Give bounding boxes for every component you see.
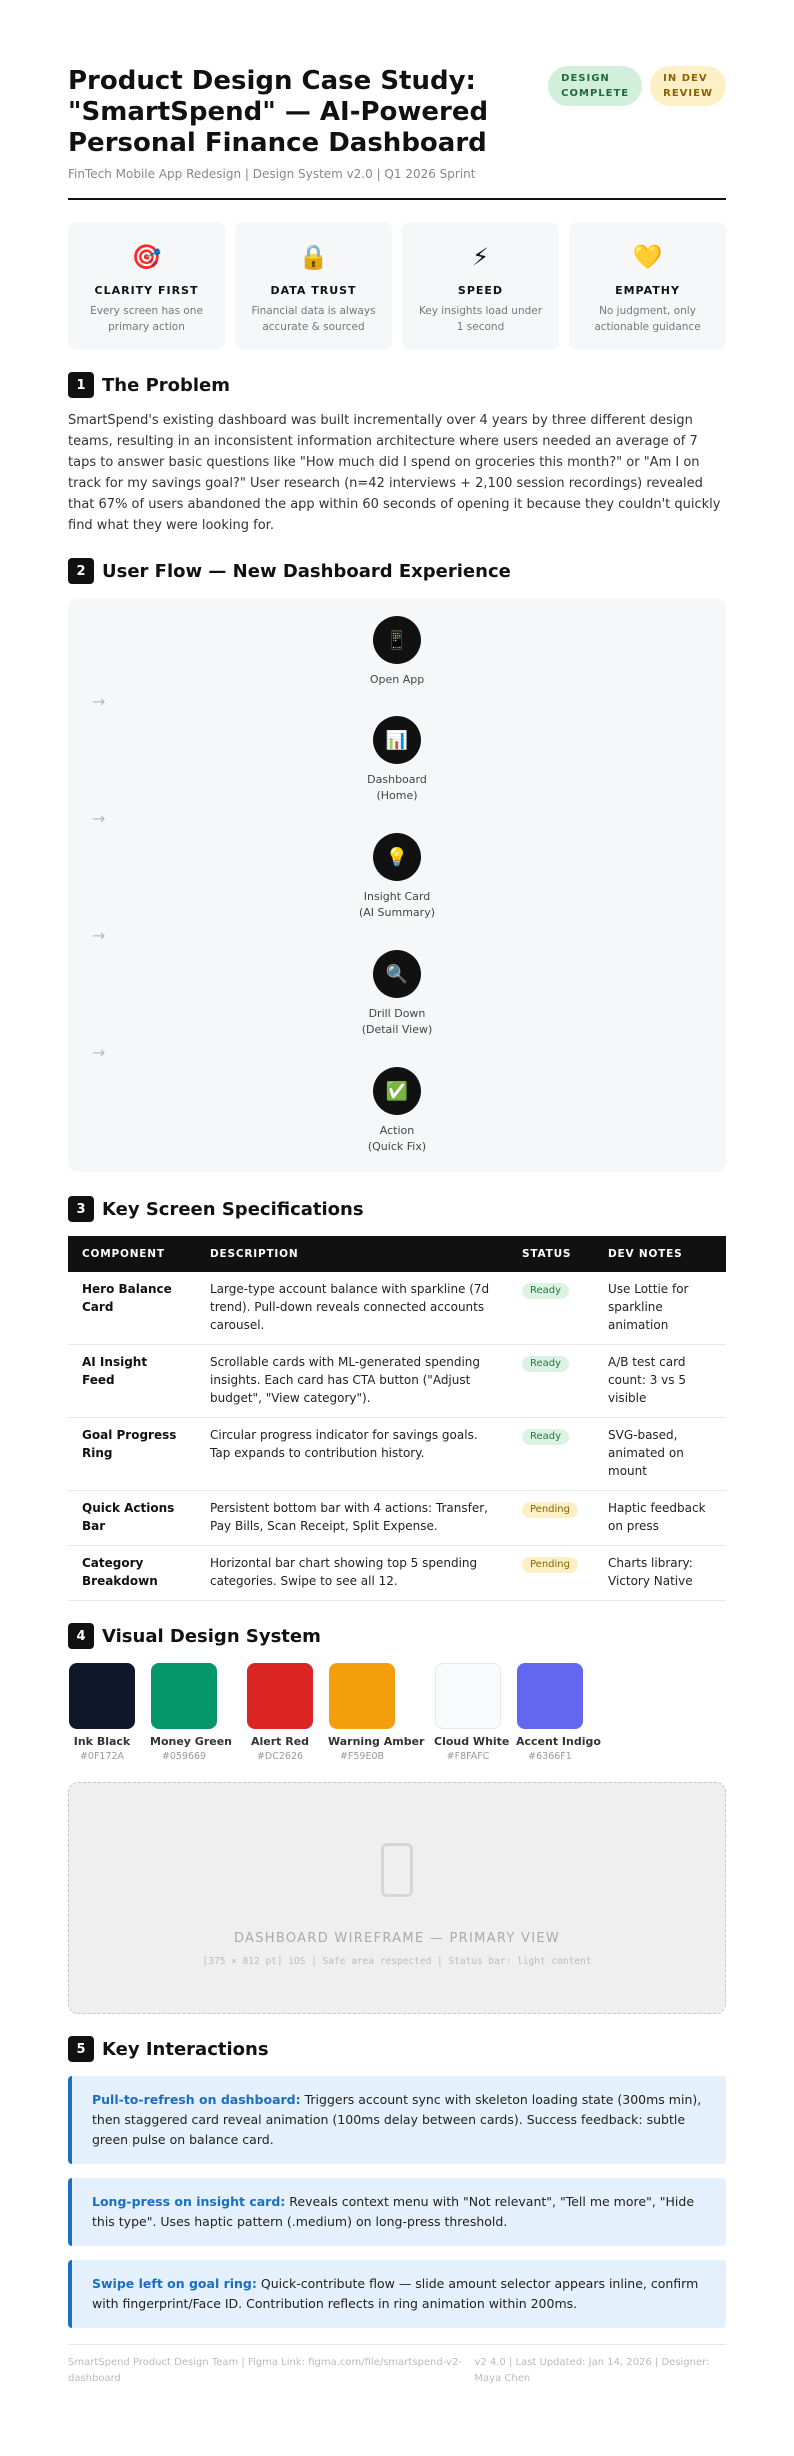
bulb-icon: 💡 [373, 833, 421, 881]
flow-label-line: Open App [369, 673, 425, 686]
swatch-hex: #0F172A [79, 1751, 125, 1762]
heart-icon: 💛 [632, 243, 663, 271]
status-badge-design-complete [548, 66, 642, 106]
cell-notes: SVG-based, animated on mount [594, 1418, 726, 1491]
swatch-ink-black [68, 1663, 136, 1762]
status-badge: Ready [522, 1356, 569, 1372]
page-header [68, 0, 726, 200]
interaction-card [68, 2178, 726, 2246]
cell-notes: Charts library: Victory Native [594, 1546, 726, 1601]
status-badge: Pending [522, 1502, 578, 1518]
arrow-right-icon: → [92, 809, 106, 828]
cell-component: Hero Balance Card [68, 1272, 196, 1345]
swatch-name: Money Green [150, 1735, 233, 1748]
section-heading-specs [68, 1196, 726, 1222]
principle-desc: Every screen has one primary action [90, 305, 203, 333]
flow-label-line: (Home) [376, 789, 418, 802]
flow-step-label [68, 1006, 726, 1038]
swatch-alert-red [246, 1663, 314, 1762]
section-heading-problem [68, 372, 726, 398]
cell-description: Scrollable cards with ML-generated spending insights. Each card has CTA button ("Adjust budget", "View category"). [196, 1345, 508, 1418]
status-badge: Ready [522, 1283, 569, 1299]
interaction-text: Reveals context menu with "Not relevant", "Tell me more", "Hide this type". Uses haptic pattern (.medium) on long-press threshold. [92, 2194, 695, 2229]
footer-left: SmartSpend Product Design Team | Figma Link: figma.com/file/smartspend-v2-dashboard [68, 2357, 462, 2384]
design-principles [68, 222, 726, 350]
table-row [68, 1418, 726, 1491]
swatch-color [329, 1663, 395, 1729]
arrow-right-icon: → [92, 1043, 106, 1062]
cell-description: Horizontal bar chart showing top 5 spending categories. Swipe to see all 12. [196, 1546, 508, 1601]
section-heading-interactions [68, 2036, 726, 2062]
interaction-card [68, 2260, 726, 2328]
arrow-right-icon: → [92, 926, 106, 945]
section-title: User Flow — New Dashboard Experience [102, 560, 511, 582]
phone-outline-icon [381, 1843, 413, 1897]
swatch-color [69, 1663, 135, 1729]
page-footer [68, 2344, 726, 2387]
page-title: Product Design Case Study: "SmartSpend" — AI-Powered Personal Finance Dashboard [68, 66, 489, 158]
table-row [68, 1491, 726, 1546]
lock-icon: 🔒 [298, 243, 329, 271]
status-badge: Pending [522, 1557, 578, 1573]
check-icon: ✅ [373, 1067, 421, 1115]
flow-step-label [68, 1123, 726, 1155]
page-subtitle: FinTech Mobile App Redesign | Design System v2.0 | Q1 2026 Sprint [68, 167, 476, 181]
flow-label-line: (Quick Fix) [367, 1140, 427, 1153]
swatch-accent-indigo [516, 1663, 601, 1762]
status-badge: Ready [522, 1429, 569, 1445]
principle-card-data-trust [235, 222, 392, 350]
badge-line: REVIEW [663, 88, 713, 99]
cell-notes: Use Lottie for sparkline animation [594, 1272, 726, 1345]
cell-description: Large-type account balance with sparkline (7d trend). Pull-down reveals connected accounts carousel. [196, 1272, 508, 1345]
flow-label-line: (AI Summary) [358, 906, 435, 919]
color-swatches [68, 1663, 726, 1762]
cell-notes: Haptic feedback on press [594, 1491, 726, 1546]
section-title: The Problem [102, 374, 231, 396]
swatch-name: Cloud White [434, 1735, 510, 1748]
interaction-text: Quick-contribute flow — slide amount selector appears inline, confirm with fingerprint/Face ID. Contribution reflects in ring animation within 200ms. [92, 2276, 699, 2311]
cell-description: Circular progress indicator for savings goals. Tap expands to contribution history. [196, 1418, 508, 1491]
badge-line: COMPLETE [561, 88, 630, 99]
column-header: COMPONENT [68, 1236, 196, 1272]
cell-component: Category Breakdown [68, 1546, 196, 1601]
column-header: DEV NOTES [594, 1236, 726, 1272]
cell-status [508, 1491, 594, 1546]
flow-step-drill-down [68, 950, 726, 1038]
swatch-color [517, 1663, 583, 1729]
flow-label-line: Drill Down [368, 1007, 426, 1020]
swatch-money-green [150, 1663, 233, 1762]
flow-label-line: Action [379, 1124, 415, 1137]
principle-title: CLARITY FIRST [94, 284, 199, 297]
cell-status [508, 1345, 594, 1418]
section-number: 3 [68, 1196, 94, 1222]
table-header-row [68, 1236, 726, 1272]
table-row [68, 1546, 726, 1601]
swatch-hex: #059669 [161, 1751, 207, 1762]
flow-step-insight-card [68, 833, 726, 921]
magnifier-icon: 🔍 [373, 950, 421, 998]
status-badges [548, 66, 726, 106]
swatch-color [247, 1663, 313, 1729]
principle-title: SPEED [457, 284, 504, 297]
column-header: STATUS [508, 1236, 594, 1272]
section-heading-visual [68, 1623, 726, 1649]
cell-component: Quick Actions Bar [68, 1491, 196, 1546]
swatch-name: Warning Amber [328, 1735, 425, 1748]
flow-label-line: (Detail View) [361, 1023, 433, 1036]
table-row [68, 1272, 726, 1345]
interaction-lead: Pull-to-refresh on dashboard: [92, 2092, 301, 2107]
arrow-right-icon: → [92, 692, 106, 711]
cell-description: Persistent bottom bar with 4 actions: Transfer, Pay Bills, Scan Receipt, Split Expense. [196, 1491, 508, 1546]
swatch-name: Accent Indigo [516, 1735, 601, 1748]
principle-card-empathy [569, 222, 726, 350]
interaction-lead: Swipe left on goal ring: [92, 2276, 257, 2291]
cell-status [508, 1418, 594, 1491]
flow-step-open-app [68, 616, 726, 688]
section-title: Key Screen Specifications [102, 1198, 364, 1220]
spec-table [68, 1236, 726, 1601]
flow-step-label [68, 672, 726, 688]
flow-label-line: Insight Card [363, 890, 431, 903]
cell-status [508, 1546, 594, 1601]
flow-step-label [68, 772, 726, 804]
lightning-icon: ⚡ [472, 243, 489, 271]
section-number: 1 [68, 372, 94, 398]
section-number: 4 [68, 1623, 94, 1649]
wireframe-placeholder [68, 1782, 726, 2014]
cell-component: Goal Progress Ring [68, 1418, 196, 1491]
section-number: 5 [68, 2036, 94, 2062]
flow-label-line: Dashboard [367, 773, 427, 786]
flow-step-action [68, 1067, 726, 1155]
flow-step-label [68, 889, 726, 921]
swatch-name: Ink Black [73, 1735, 131, 1748]
section-title: Visual Design System [102, 1625, 321, 1647]
cell-status [508, 1272, 594, 1345]
wireframe-title: DASHBOARD WIREFRAME — PRIMARY VIEW [233, 1931, 561, 1946]
principle-desc: Financial data is always accurate & sourced [251, 305, 376, 333]
swatch-name: Alert Red [250, 1735, 310, 1748]
interaction-text: Triggers account sync with skeleton loading state (300ms min), then staggered card reveal animation (100ms delay between cards). Success feedback: subtle green pulse on balance card. [92, 2092, 702, 2147]
interaction-card [68, 2076, 726, 2164]
principle-desc: Key insights load under 1 second [418, 305, 543, 333]
chart-icon: 📊 [373, 716, 421, 764]
target-icon: 🎯 [131, 243, 162, 271]
badge-line: IN DEV [663, 73, 708, 84]
badge-line: DESIGN [561, 73, 610, 84]
swatch-hex: #F59E0B [339, 1751, 385, 1762]
principle-title: EMPATHY [615, 284, 680, 297]
flow-step-dashboard [68, 716, 726, 804]
problem-paragraph: SmartSpend's existing dashboard was built incrementally over 4 years by three different design teams, resulting in an inconsistent information architecture where users needed an average of 7 taps to answer basic questions like "How much did I spend on groceries this month?" or "Am I on track for my savings goal?" User research (n=42 interviews + 2,100 session recordings) revealed that 67% of users abandoned the app within 60 seconds of opening it because they couldn't quickly find what they were looking for. [68, 413, 721, 533]
section-title: Key Interactions [102, 2038, 269, 2060]
principle-desc: No judgment, only actionable guidance [594, 305, 701, 333]
swatch-color [435, 1663, 501, 1729]
section-number: 2 [68, 558, 94, 584]
swatch-color [151, 1663, 217, 1729]
wireframe-subtitle: [375 × 812 pt] iOS | Safe area respected | Status bar: light content [202, 1956, 592, 1967]
column-header: DESCRIPTION [196, 1236, 508, 1272]
cell-notes: A/B test card count: 3 vs 5 visible [594, 1345, 726, 1418]
swatch-cloud-white [434, 1663, 510, 1762]
section-heading-user-flow [68, 558, 726, 584]
cell-component: AI Insight Feed [68, 1345, 196, 1418]
table-row [68, 1345, 726, 1418]
swatch-warning-amber [328, 1663, 425, 1762]
principle-card-clarity [68, 222, 225, 350]
status-badge-in-dev-review [650, 66, 726, 106]
interaction-lead: Long-press on insight card: [92, 2194, 286, 2209]
phone-icon: 📱 [373, 616, 421, 664]
swatch-hex: #F8FAFC [446, 1751, 490, 1762]
principle-card-speed [402, 222, 559, 350]
principle-title: DATA TRUST [270, 284, 357, 297]
user-flow-diagram [68, 598, 726, 1172]
swatch-hex: #DC2626 [256, 1751, 304, 1762]
swatch-hex: #6366F1 [528, 1751, 572, 1762]
footer-right: v2 4.0 | Last Updated: Jan 14, 2026 | Designer: Maya Chen [474, 2357, 710, 2384]
